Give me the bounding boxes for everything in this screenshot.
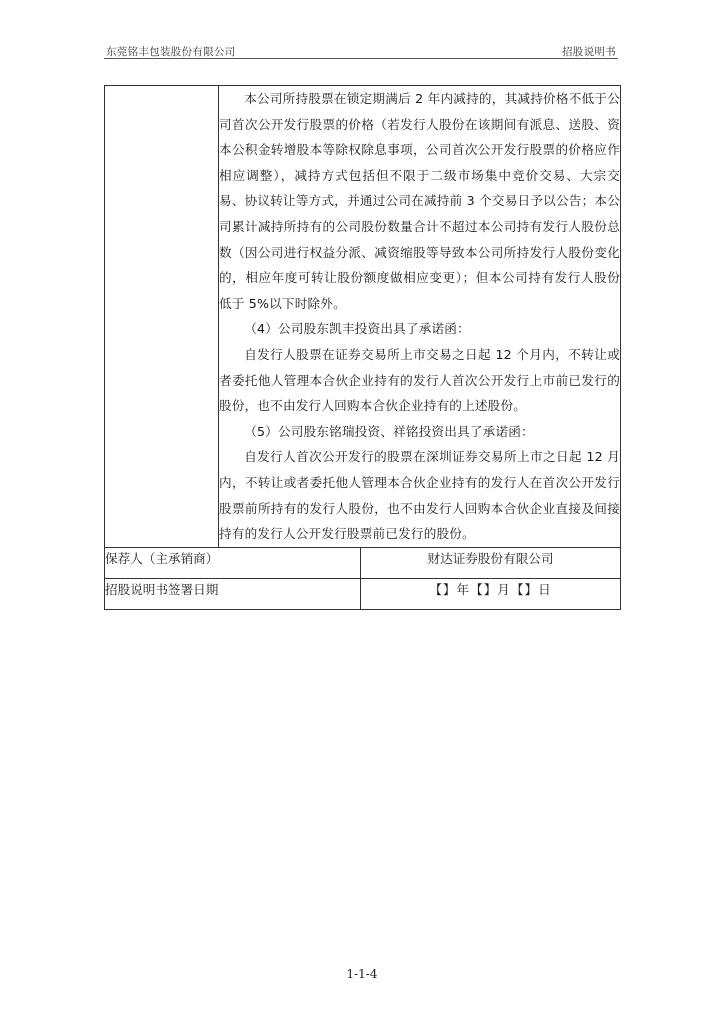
header-company-name: 东莞铭丰包装股份有限公司	[106, 46, 236, 58]
commitment-paragraph: 自发行人首次公开发行的股票在深圳证券交易所上市之日起 12 月内，不转让或者委托他人管理本合伙企业持有的发行人在首次公开发行股票前所持有的发行人股份，也不由发行人回购本合伙企业直接及间接持有的发行人公开发行股票前已发行的股份。	[219, 449, 621, 542]
commitment-paragraph: 自发行人股票在证券交易所上市交易之日起 12 个月内，不转让或者委托他人管理本合伙企业持有的发行人首次公开发行上市前已发行的股份，也不由发行人回购本合伙企业持有的上述股份。	[219, 346, 621, 414]
sign-date-label: 招股说明书签署日期	[105, 578, 361, 609]
header-document-title: 招股说明书	[562, 46, 616, 58]
commitments-label-cell	[105, 86, 219, 548]
sponsor-label: 保荐人（主承销商）	[105, 547, 361, 578]
commitment-paragraph: 本公司所持股票在锁定期满后 2 年内减持的，其减持价格不低于公司首次公开发行股票的价格（若发行人股份在该期间有派息、送股、资本公积金转增股本等除权除息事项，公司首次公开发行股票的价格应作相应调整），减持方式包括但不限于二级市场集中竞价交易、大宗交易、协议转让等方式，并通过公司在减持前 3 个交易日予以公告；本公司累计减持所持有的公司股份数量合计不超过本公司持有发行人股份总数（因公司进行权益分派、减资缩股等导致本公司所持发行人股份变化的，相应年度可转让股份额度做相应变更）；但本公司持有发行人股份低于 5%以下时除外。	[219, 91, 621, 311]
commitments-row	[105, 86, 621, 548]
info-table	[104, 85, 621, 610]
sponsor-row	[105, 547, 621, 578]
sign-date-value: 【】年【】月【】日	[361, 578, 621, 609]
sponsor-value: 财达证券股份有限公司	[361, 547, 621, 578]
header-rule	[104, 58, 618, 59]
page-number: 1-1-4	[346, 967, 378, 981]
commitment-heading: （4）公司股东凯丰投资出具了承诺函：	[244, 321, 470, 337]
sign-date-row	[105, 578, 621, 609]
commitments-text-cell	[219, 86, 621, 548]
commitment-heading: （5）公司股东铭瑞投资、祥铭投资出具了承诺函：	[244, 423, 534, 439]
